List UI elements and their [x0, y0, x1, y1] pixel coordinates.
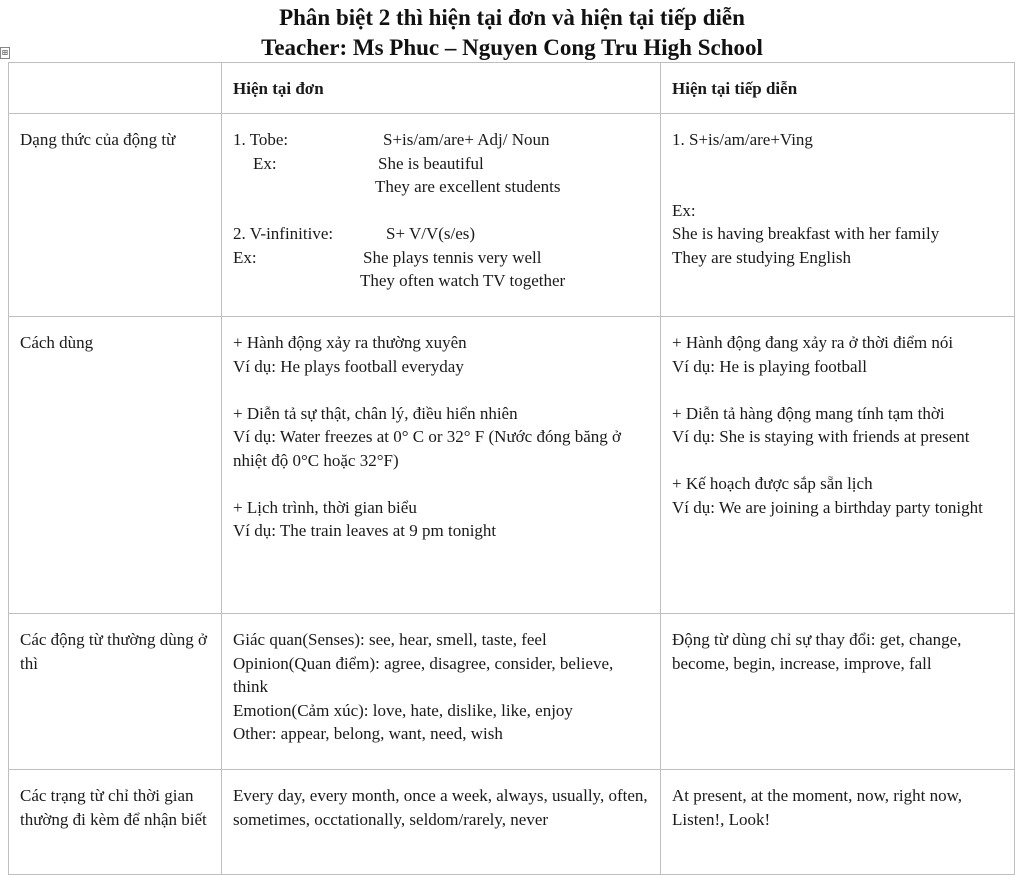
row-label-verb-form: Dạng thức của động từ — [9, 114, 222, 317]
example-label: Ex: — [233, 247, 257, 267]
usage-point: + Hành động đang xảy ra ở thời điểm nói — [672, 333, 954, 352]
table-move-handle-icon[interactable]: ⊞ — [1, 48, 9, 57]
table-header-row — [9, 63, 1015, 114]
usage-example: Ví dụ: He plays football everyday — [233, 356, 464, 376]
example-line: They often watch TV together — [360, 271, 566, 290]
usage-example: Ví dụ: Water freezes at 0° C or 32° F (Nước đóng băng ở nhiệt độ 0°C hoặc 32°F) — [233, 427, 626, 470]
table-row-usage — [9, 317, 1015, 614]
cell-simple-verb-form — [222, 114, 661, 317]
table-row-time-adverbs — [9, 770, 1015, 875]
v-infinitive-label: 2. V-infinitive: — [233, 224, 334, 243]
usage-example: Ví dụ: He is playing football — [672, 356, 868, 376]
verb-group: Other: appear, belong, want, need, wish — [233, 724, 503, 743]
header-simple-present: Hiện tại đơn — [222, 63, 661, 114]
usage-point: + Hành động xảy ra thường xuyên — [233, 333, 467, 352]
usage-point: + Diễn tả hàng động mang tính tạm thời — [672, 403, 945, 423]
continuous-formula: 1. S+is/am/are+Ving — [672, 130, 813, 149]
comparison-table — [8, 62, 1015, 875]
example-label: Ex: — [672, 200, 696, 220]
example-label: Ex: — [253, 153, 277, 173]
verb-group: Giác quan(Senses): see, hear, smell, taste, feel — [233, 630, 547, 649]
tobe-formula: S+is/am/are+ Adj/ Noun — [383, 130, 550, 149]
cell-simple-usage — [222, 317, 661, 614]
verb-group: Emotion(Cảm xúc): love, hate, dislike, like, enjoy — [233, 700, 573, 720]
usage-example: Ví dụ: She is staying with friends at present — [672, 427, 970, 446]
cell-simple-common-verbs — [222, 614, 661, 770]
header-cell-empty — [9, 63, 222, 114]
usage-point: + Diễn tả sự thật, chân lý, điều hiển nhiên — [233, 403, 518, 423]
row-label-usage: Cách dùng — [9, 317, 222, 614]
example-line: She is beautiful — [378, 153, 484, 173]
verb-group: Opinion(Quan điểm): agree, disagree, consider, believe, think — [233, 653, 618, 696]
header-present-continuous: Hiện tại tiếp diễn — [661, 63, 1015, 114]
cell-continuous-usage — [661, 317, 1015, 614]
example-line: They are excellent students — [375, 177, 561, 196]
cell-simple-time-adverbs: Every day, every month, once a week, always, usually, often, sometimes, occtationally, seldom/rarely, never — [222, 770, 661, 875]
example-line: She plays tennis very well — [363, 247, 542, 267]
document-subtitle-teacher: Teacher: Ms Phuc – Nguyen Cong Tru High School — [261, 35, 763, 60]
tobe-label: 1. Tobe: — [233, 130, 289, 149]
usage-point: + Kế hoạch được sắp sẵn lịch — [672, 474, 873, 493]
usage-example: Ví dụ: The train leaves at 9 pm tonight — [233, 521, 497, 540]
usage-example: Ví dụ: We are joining a birthday party tonight — [672, 497, 983, 517]
example-line: They are studying English — [672, 247, 851, 267]
v-infinitive-formula: S+ V/V(s/es) — [386, 224, 476, 243]
cell-continuous-time-adverbs: At present, at the moment, now, right now, Listen!, Look! — [661, 770, 1015, 875]
row-label-common-verbs: Các động từ thường dùng ở thì — [9, 614, 222, 770]
cell-continuous-verb-form — [661, 114, 1015, 317]
row-label-time-adverbs: Các trạng từ chỉ thời gian thường đi kèm để nhận biết — [9, 770, 222, 875]
usage-point: + Lịch trình, thời gian biểu — [233, 497, 417, 517]
document-title: Phân biệt 2 thì hiện tại đơn và hiện tại tiếp diễn — [279, 5, 745, 30]
example-line: She is having breakfast with her family — [672, 224, 940, 243]
cell-continuous-common-verbs: Động từ dùng chỉ sự thay đổi: get, change, become, begin, increase, improve, fall — [661, 614, 1015, 770]
table-row-verb-form — [9, 114, 1015, 317]
table-row-common-verbs — [9, 614, 1015, 770]
